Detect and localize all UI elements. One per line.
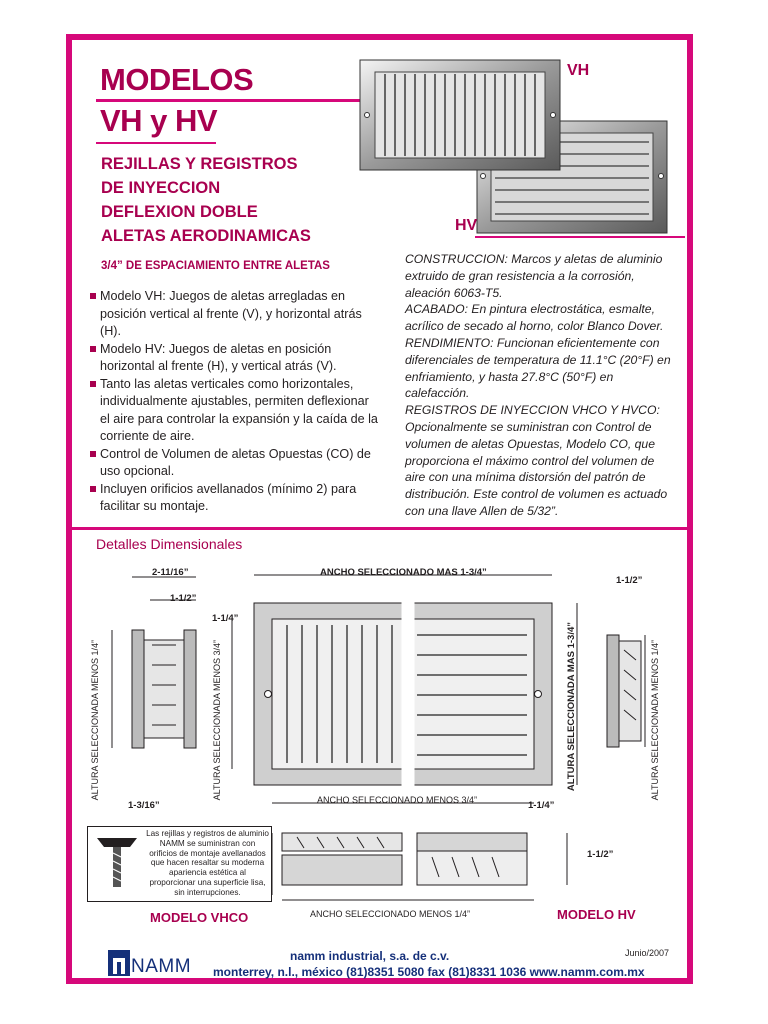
- feature-item: Control de Volumen de aletas Opuestas (CO) de uso opcional.: [90, 446, 380, 481]
- title-models: MODELOS: [100, 62, 254, 97]
- dim-1-1-2-top: 1-1/2”: [170, 593, 197, 604]
- footer-company: namm industrial, s.a. de c.v.: [290, 949, 450, 963]
- screw-icon: [92, 833, 142, 893]
- section-rule: [72, 527, 687, 530]
- dim-1-1-4-top: 1-1/4”: [212, 613, 239, 624]
- label-hv: HV: [455, 217, 478, 234]
- feature-item: Incluyen orificios avellanados (mínimo 2) para facilitar su montaje.: [90, 481, 380, 516]
- hv-rule: [475, 236, 685, 238]
- title-rule: [96, 99, 360, 102]
- model-hv-label: MODELO HV: [557, 907, 636, 922]
- mounting-note-text: Las rejillas y registros de aluminio NAMM se suministran con orificios de montaje avellanados que hacen resaltar su moderna apariencia estética al proporcionar una superficie lisa, sin interrupciones.: [146, 829, 269, 897]
- vh-grille-image: [360, 60, 560, 170]
- title-underline: [96, 142, 216, 144]
- spec-finish: ACABADO: En pintura electrostática, esmalte, acrílico de secado al horno, color Blanco Dover.: [405, 302, 664, 334]
- dim-height-plus: ALTURA SELECCIONADA MAS 1-3/4”: [566, 622, 577, 792]
- dim-height-minus-three-quarter: ALTURA SELECCIONADA MENOS 3/4”: [212, 640, 222, 801]
- spec-registers: REGISTROS DE INYECCION VHCO Y HVCO: Opcionalmente se suministran con Control de volumen de aletas Opuestas, Modelo CO, que proporciona el máximo control del volumen de aire con una mínima distorsión del patrón de distribución. Este control de volumen es actuado con una llave Allen de 5/32”.: [405, 403, 668, 518]
- dim-height-minus-quarter-left: ALTURA SELECCIONADA MENOS 1/4”: [90, 640, 100, 801]
- namm-logo-icon: [108, 950, 130, 976]
- dim-1-1-2-bottom: 1-1/2”: [587, 849, 614, 860]
- spec-performance: RENDIMIENTO: Funcionan eficientemente con diferenciales de temperatura de 11.1°C (20°F) en enfriamiento, y hasta 27.8°C (50°F) en calefacción.: [405, 335, 671, 401]
- specifications: [405, 251, 675, 520]
- dim-height-minus-quarter-right: ALTURA SELECCIONADA MENOS 1/4”: [650, 640, 660, 801]
- footer-contact: monterrey, n.l., méxico (81)8351 5080 fax (81)8331 1036 www.namm.com.mx: [213, 965, 645, 979]
- model-vhco-label: MODELO VHCO: [150, 910, 249, 925]
- subtitle-line: DE INYECCION: [101, 179, 221, 197]
- namm-logo-text: NAMM: [131, 956, 192, 977]
- title-vh-hv: VH y HV: [100, 103, 218, 138]
- spacing-note: 3/4” DE ESPACIAMIENTO ENTRE ALETAS: [101, 260, 330, 272]
- feature-item: Modelo HV: Juegos de aletas en posición horizontal al frente (H), y vertical atrás (V).: [90, 341, 380, 376]
- spec-construction: CONSTRUCCION: Marcos y aletas de aluminio extruido de gran resistencia a la corrosión, aleación 6063-T5.: [405, 252, 663, 300]
- dim-width-minus-quarter: ANCHO SELECCIONADO MENOS 1/4”: [310, 909, 471, 919]
- footer-date: Junio/2007: [625, 948, 670, 958]
- subtitle-line: DEFLEXION DOBLE: [101, 203, 258, 221]
- feature-list: [90, 288, 380, 516]
- feature-item: Modelo VH: Juegos de aletas arregladas en posición vertical al frente (V), y horizontal atrás (H).: [90, 288, 380, 341]
- dim-1-1-4-mid: 1-1/4”: [528, 800, 555, 811]
- subtitle: [101, 152, 311, 248]
- dim-width-plus: ANCHO SELECCIONADO MAS 1-3/4”: [320, 567, 487, 578]
- label-vh: VH: [567, 62, 590, 79]
- dim-1-1-2-right: 1-1/2”: [616, 575, 643, 586]
- dim-1-3-16: 1-3/16”: [128, 800, 160, 811]
- dim-2-11-16-top: 2-11/16”: [152, 567, 189, 578]
- mounting-note: [87, 826, 272, 902]
- feature-item: Tanto las aletas verticales como horizontales, individualmente ajustables, permiten deflexionar el aire para controlar la expansión y la caída de la corriente de aire.: [90, 376, 380, 446]
- dim-width-minus-three-quarter: ANCHO SELECCIONADO MENOS 3/4”: [317, 795, 478, 805]
- details-title: Detalles Dimensionales: [96, 536, 243, 552]
- subtitle-line: ALETAS AERODINAMICAS: [101, 227, 311, 245]
- product-illustration: [355, 58, 685, 238]
- subtitle-line: REJILLAS Y REGISTROS: [101, 155, 298, 173]
